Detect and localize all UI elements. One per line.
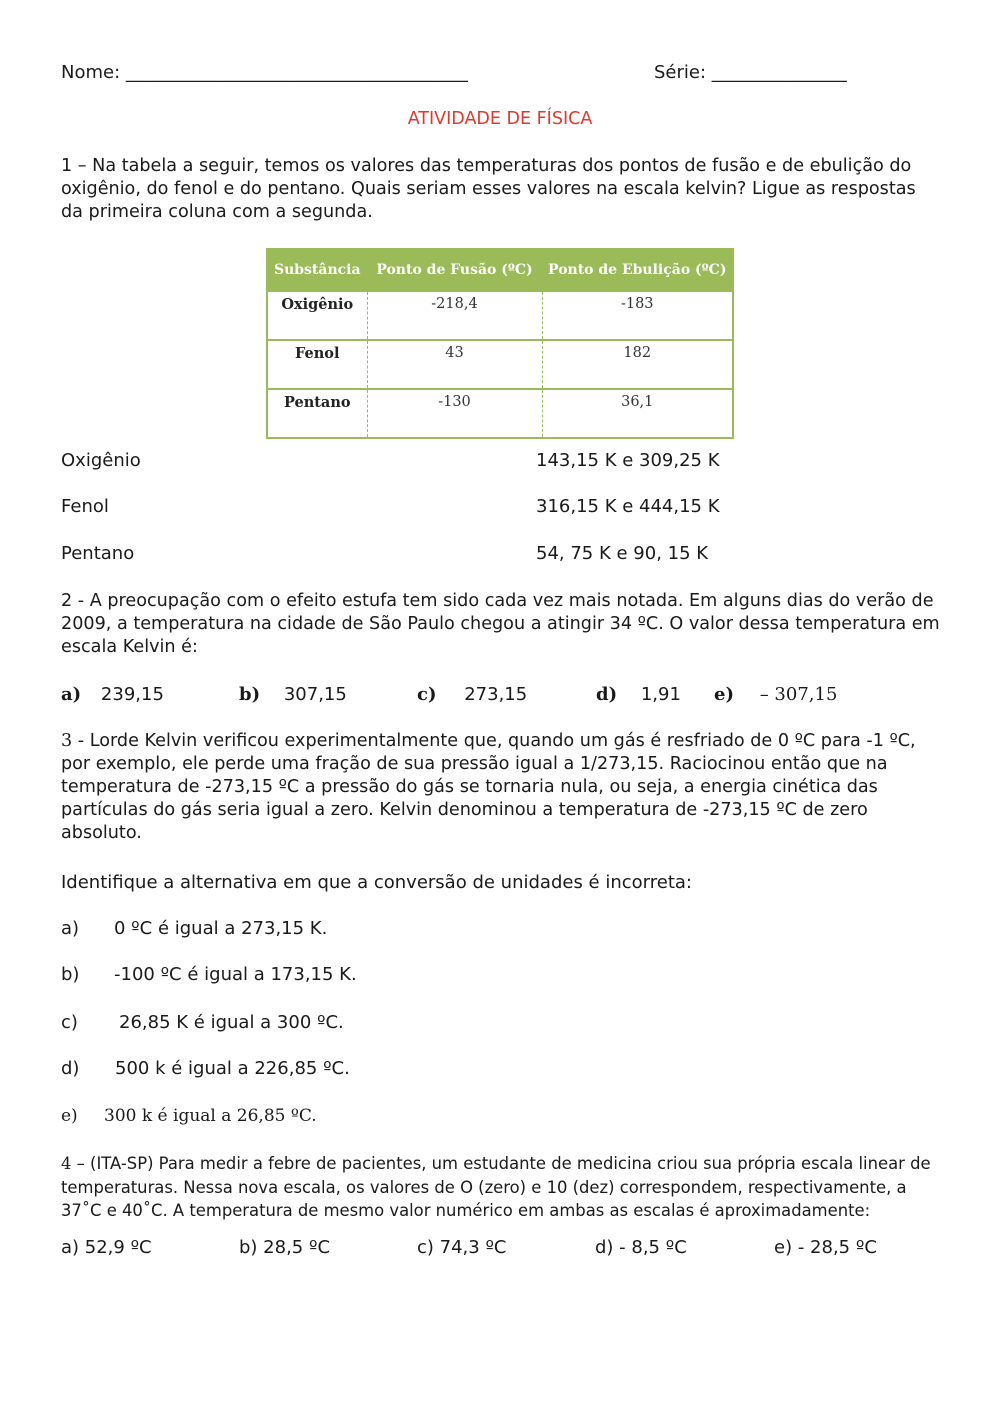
- match-right-item: 54, 75 K e 90, 15 K: [536, 543, 709, 564]
- q2-option-a: [61, 684, 164, 705]
- option-value: -100 ºC é igual a 173,15 K.: [114, 964, 357, 985]
- q2-option-d: [596, 684, 681, 705]
- option-value: 500 k é igual a 226,85 ºC.: [115, 1058, 350, 1079]
- table-header-row: [267, 249, 733, 291]
- option-letter: b): [239, 684, 261, 705]
- table-cell: -130: [367, 389, 542, 438]
- q4-option-a: a) 52,9 ºC: [61, 1237, 152, 1258]
- question-2-text: 2 - A preocupação com o efeito estufa tem sido cada vez mais notada. Em alguns dias do verão de 2009, a temperatura na cidade de São Paulo chegou a atingir 34 ºC. O valor dessa temperatura em escala Kelvin é:: [61, 591, 940, 657]
- table-cell: 182: [542, 340, 733, 389]
- option-value: – 307,15: [759, 684, 838, 705]
- question-body: – (ITA-SP) Para medir a febre de pacientes, um estudante de medicina criou sua própria escala linear de temperaturas. Nessa nova escala, os valores de O (zero) e 10 (dez) correspondem, respectivamente, a 37˚C e 40˚C. A temperatura de mesmo valor numérico em ambas as escalas é aproximadamente:: [61, 1154, 931, 1220]
- q3-option-d: [61, 1058, 350, 1079]
- serie-field-label: Série: _______________: [654, 62, 847, 83]
- option-letter: e): [714, 684, 734, 705]
- page-title: ATIVIDADE DE FÍSICA: [407, 109, 593, 129]
- option-value: 1,91: [640, 684, 681, 705]
- option-value: 26,85 K é igual a 300 ºC.: [119, 1012, 344, 1033]
- table-cell: Oxigênio: [267, 291, 367, 340]
- q2-option-e: [714, 684, 837, 705]
- q3-option-b: [61, 964, 357, 985]
- option-value: 0 ºC é igual a 273,15 K.: [114, 918, 328, 939]
- table-header-cell: Ponto de Ebulição (ºC): [542, 249, 733, 291]
- option-letter: d): [61, 1058, 80, 1079]
- option-value: 273,15: [464, 684, 528, 705]
- option-letter: d): [596, 684, 618, 705]
- option-letter: c): [417, 684, 437, 705]
- q2-option-c: [417, 684, 527, 705]
- option-letter: e): [61, 1106, 78, 1126]
- option-letter: a): [61, 684, 82, 705]
- substance-table: [266, 248, 734, 439]
- match-right-item: 316,15 K e 444,15 K: [536, 496, 720, 517]
- question-number: 4: [61, 1154, 72, 1173]
- question-4-text: [61, 1152, 941, 1223]
- question-1-text: 1 – Na tabela a seguir, temos os valores das temperaturas dos pontos de fusão e de ebulição do oxigênio, do fenol e do pentano. Quais seriam esses valores na escala kelvin? Ligue as respostas da primeira coluna com a segunda.: [61, 156, 916, 222]
- table-header-cell: Ponto de Fusão (ºC): [367, 249, 542, 291]
- table-cell: -183: [542, 291, 733, 340]
- q4-option-b: b) 28,5 ºC: [239, 1237, 331, 1258]
- q4-option-c: c) 74,3 ºC: [417, 1237, 507, 1258]
- option-letter: b): [61, 964, 80, 985]
- table-header-cell: Substância: [267, 249, 367, 291]
- table-cell: -218,4: [367, 291, 542, 340]
- match-left-item: Pentano: [61, 543, 135, 564]
- question-number: 3: [61, 731, 73, 751]
- table-row: [267, 389, 733, 438]
- table-cell: Fenol: [267, 340, 367, 389]
- match-right-item: 143,15 K e 309,25 K: [536, 450, 720, 471]
- table-cell: 43: [367, 340, 542, 389]
- table-cell: Pentano: [267, 389, 367, 438]
- q4-option-e: e) - 28,5 ºC: [774, 1237, 877, 1258]
- q3-option-e: [61, 1106, 317, 1126]
- option-letter: c): [61, 1012, 78, 1033]
- option-value: 239,15: [100, 684, 164, 705]
- question-body: - Lorde Kelvin verificou experimentalmente que, quando um gás é resfriado de 0 ºC para -1 ºC, por exemplo, ele perde uma fração de sua pressão igual a 1/273,15. Raciocinou então que na temperatura de -273,15 ºC a pressão do gás se tornaria nula, ou seja, a energia cinética das partículas do gás seria igual a zero. Kelvin denominou a temperatura de -273,15 ºC de zero absoluto.: [61, 731, 916, 843]
- option-value: 300 k é igual a 26,85 ºC.: [104, 1106, 317, 1126]
- match-left-item: Fenol: [61, 496, 109, 517]
- q4-option-d: d) - 8,5 ºC: [595, 1237, 687, 1258]
- match-left-item: Oxigênio: [61, 450, 141, 471]
- table-row: [267, 340, 733, 389]
- question-3-prompt: Identifique a alternativa em que a conversão de unidades é incorreta:: [61, 872, 692, 893]
- q3-option-a: [61, 918, 328, 939]
- table-row: [267, 291, 733, 340]
- option-value: 307,15: [283, 684, 347, 705]
- q2-option-b: [239, 684, 347, 705]
- q3-option-c: [61, 1012, 344, 1033]
- name-field-label: Nome: ______________________________________: [61, 62, 468, 83]
- table-cell: 36,1: [542, 389, 733, 438]
- question-3-text: [61, 730, 941, 845]
- option-letter: a): [61, 918, 80, 939]
